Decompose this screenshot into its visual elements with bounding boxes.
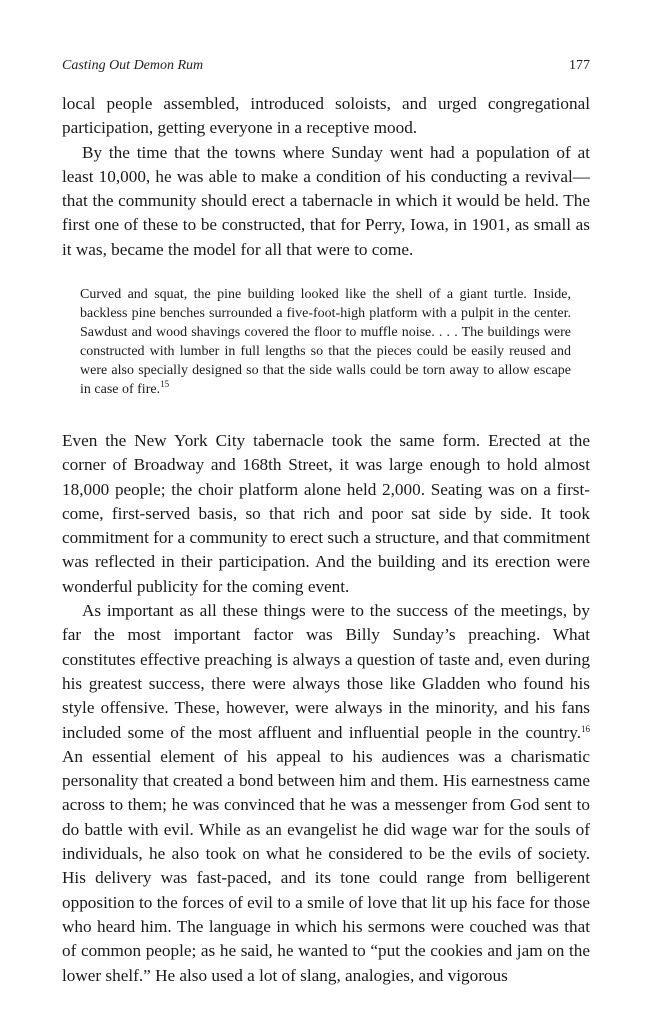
- running-head: [62, 58, 590, 78]
- paragraph-preaching-part-2: An essential element of his appeal to his audiences was a charismatic personality that created a bond between him and them. His earnestness came across to them; he was convinced that he was a messenger from God sent to do battle with evil. While as an evangelist he did wage war for the souls of individuals, he also took on what he considered to be the evils of society. His delivery was fast-paced, and its tone could range from belligerent opposition to the forces of evil to a smile of love that lit up his face for those who heard him. The language in which his sermons were couched was that of common people; as he said, he wanted to “put the cookies and jam on the lower shelf.” He also used a lot of slang, analogies, and vigorous: [62, 746, 590, 985]
- page-number: 177: [569, 58, 590, 73]
- paragraph-continued: local people assembled, introduced soloists, and urged congregational participation, getting everyone in a receptive mood.: [62, 94, 590, 138]
- paragraph-new-york: Even the New York City tabernacle took the same form. Erected at the corner of Broadway and 168th Street, it was large enough to hold almost 18,000 people; the choir platform alone held 2,000. Seating was on a first-come, first-served basis, so that rich and poor sat side by side. It took commitment for a community to erect such a structure, and that commitment was reflected in their participation. And the building and its erection were wonderful publicity for the coming event.: [62, 431, 590, 596]
- block-quote-paragraph: [80, 286, 571, 399]
- paragraph-preaching-part-1: As important as all these things were to the success of the meetings, by far the most important factor was Billy Sunday’s preaching. What constitutes effective preaching is always a question of taste and, even during his greatest success, there were always those like Gladden who found his style offensive. These, however, were always in the minority, and his fans included some of the most affluent and influential people in the country.: [62, 601, 590, 742]
- body-text-top: [62, 92, 590, 262]
- paragraph-tabernacle: By the time that the towns where Sunday went had a population of at least 10,000, he was able to make a condition of his conducting a revival—that the community should erect a tabernacle in which it would be held. The first one of these to be constructed, that for Perry, Iowa, in 1901, as small as it was, became the model for all that were to come.: [62, 142, 590, 259]
- running-title: Casting Out Demon Rum: [62, 58, 204, 73]
- block-quote: [80, 286, 571, 399]
- footnote-marker: 15: [160, 378, 170, 389]
- footnote-marker: 16: [581, 723, 590, 734]
- block-quote-text: Curved and squat, the pine building looked like the shell of a giant turtle. Inside, backless pine benches surrounded a five-foot-high platform with a pulpit in the center. Sawdust and wood shavings covered the floor to muffle noise. . . . The buildings were constructed with lumber in full lengths so that the pieces could be easily reused and were also specially designed so that the side walls could be torn away to allow escape in case of fire.: [80, 287, 571, 397]
- body-text-bottom: [62, 429, 590, 988]
- paragraph-preaching: [62, 599, 590, 988]
